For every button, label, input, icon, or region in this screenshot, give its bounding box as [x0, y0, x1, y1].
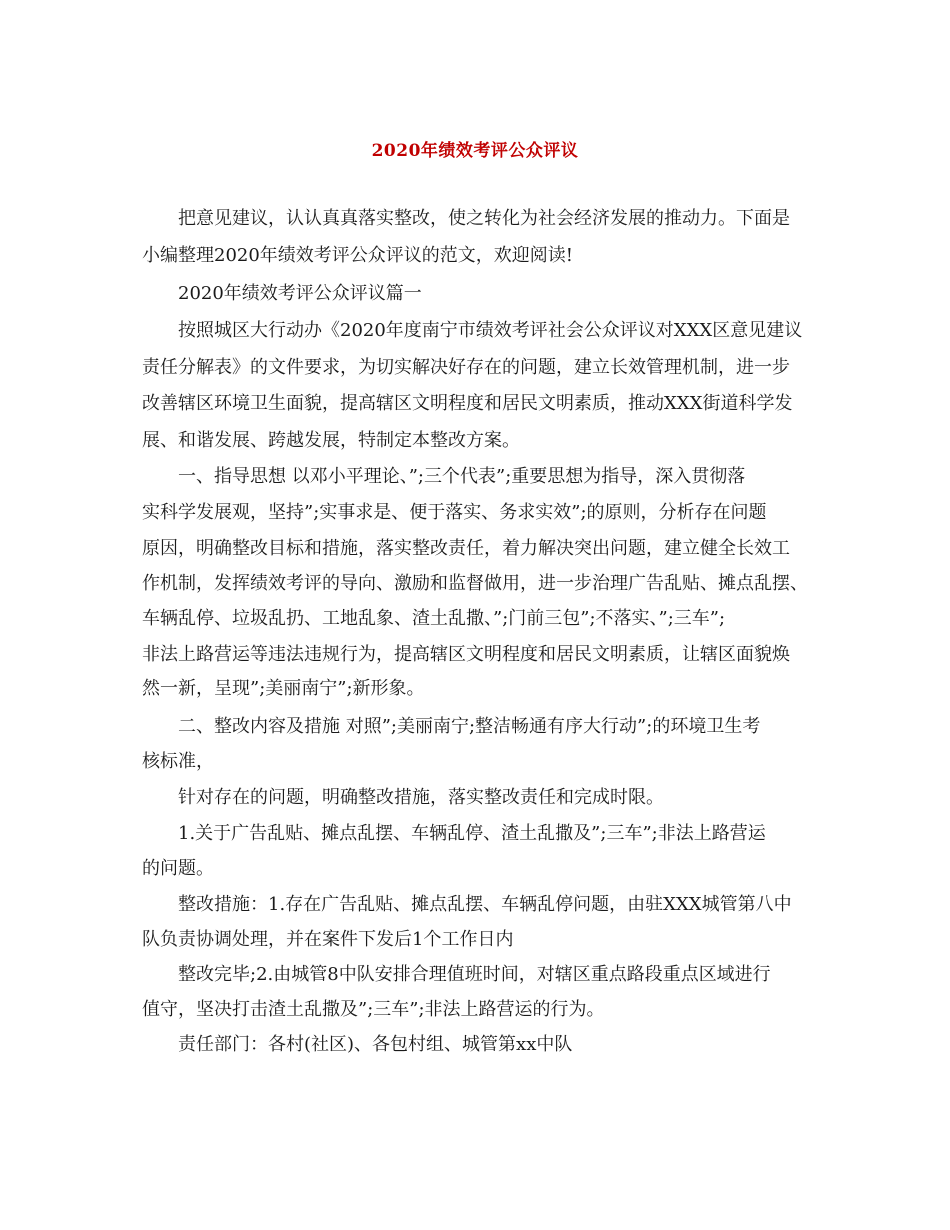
- paragraph-line: 一、指导思想 以邓小平理论、”;三个代表”;重要思想为指导，深入贯彻落: [178, 466, 746, 487]
- paragraph-line: 值守，坚决打击渣土乱撒及”;三车”;非法上路营运的行为。: [142, 999, 605, 1020]
- paragraph-line: 针对存在的问题，明确整改措施，落实整改责任和完成时限。: [178, 787, 664, 808]
- paragraph-line: 按照城区大行动办《2020年度南宁市绩效考评社会公众评议对XXX区意见建议: [178, 320, 803, 341]
- paragraph-line: 把意见建议，认认真真落实整改，使之转化为社会经济发展的推动力。下面是: [178, 208, 790, 229]
- paragraph-line: 责任部门：各村(社区)、各包村组、城管第xx中队: [178, 1034, 573, 1055]
- section-heading: 2020年绩效考评公众评议篇一: [178, 283, 422, 304]
- paragraph-line: 的问题。: [142, 858, 214, 879]
- paragraph-line: 实科学发展观，坚持”;实事求是、便于落实、务求实效”;的原则，分析存在问题: [142, 502, 767, 523]
- paragraph-line: 责任分解表》的文件要求，为切实解决好存在的问题，建立长效管理机制，进一步: [142, 357, 790, 378]
- paragraph-line: 展、和谐发展、跨越发展，特制定本整改方案。: [142, 430, 520, 451]
- paragraph-line: 原因，明确整改目标和措施，落实整改责任，着力解决突出问题，建立健全长效工: [142, 538, 790, 559]
- paragraph-line: 核标准，: [142, 751, 214, 772]
- paragraph-line: 二、整改内容及措施 对照”;美丽南宁;整洁畅通有序大行动”;的环境卫生考: [178, 716, 761, 737]
- document-title: 2020年绩效考评公众评议: [371, 141, 579, 161]
- paragraph-line: 作机制，发挥绩效考评的导向、激励和监督做用，进一步治理广告乱贴、摊点乱摆、: [142, 573, 808, 594]
- paragraph-line: 小编整理2020年绩效考评公众评议的范文，欢迎阅读!: [142, 245, 574, 266]
- paragraph-line: 队负责协调处理，并在案件下发后1个工作日内: [142, 929, 514, 950]
- paragraph-line: 整改措施：1.存在广告乱贴、摊点乱摆、车辆乱停问题，由驻XXX城管第八中: [178, 894, 792, 915]
- paragraph-line: 1.关于广告乱贴、摊点乱摆、车辆乱停、渣土乱撒及”;三车”;非法上路营运: [178, 823, 766, 844]
- paragraph-line: 车辆乱停、垃圾乱扔、工地乱象、渣土乱撒、”;门前三包”;不落实、”;三车”;: [142, 608, 726, 629]
- paragraph-line: 整改完毕;2.由城管8中队安排合理值班时间，对辖区重点路段重点区域进行: [178, 964, 771, 985]
- paragraph-line: 非法上路营运等违法违规行为，提高辖区文明程度和居民文明素质，让辖区面貌焕: [142, 644, 790, 665]
- paragraph-line: 改善辖区环境卫生面貌，提高辖区文明程度和居民文明素质，推动XXX街道科学发: [142, 393, 793, 414]
- paragraph-line: 然一新，呈现”;美丽南宁”;新形象。: [142, 678, 425, 699]
